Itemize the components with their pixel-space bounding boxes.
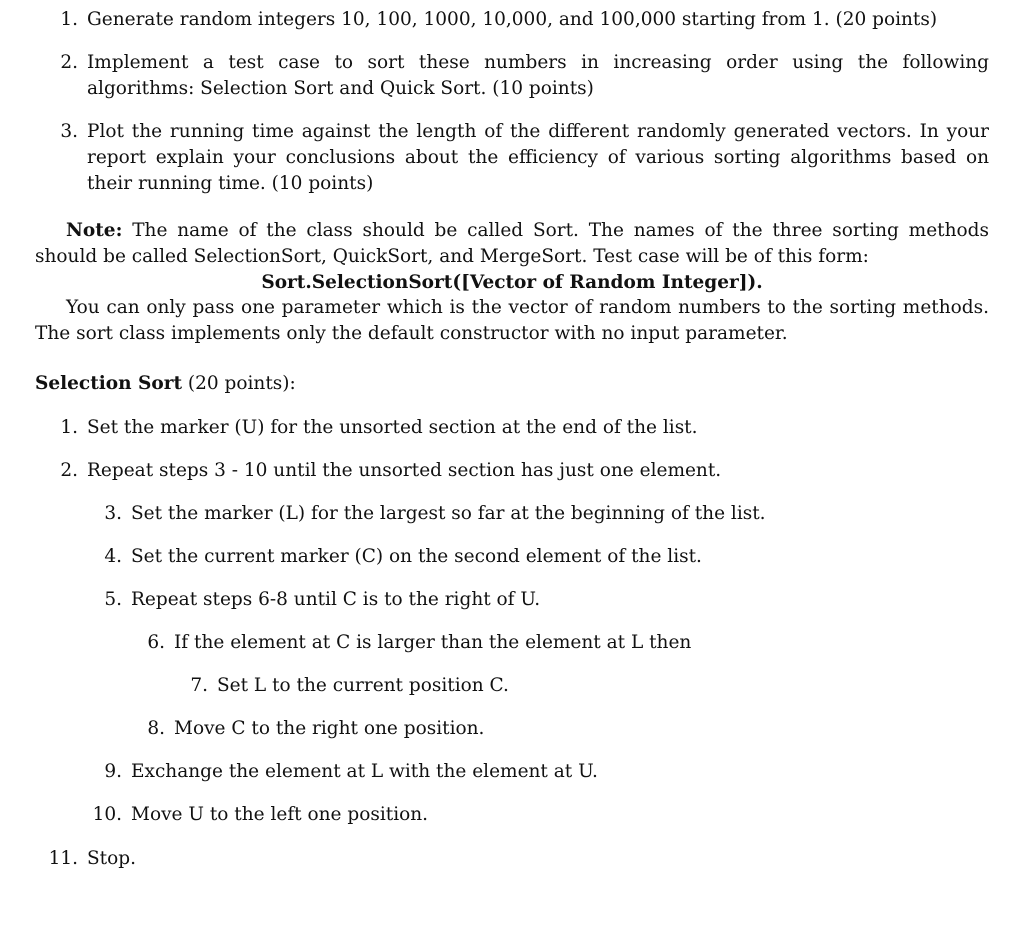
test-case-args: ([Vector of Random Integer]). xyxy=(452,272,763,293)
selection-sort-title: Selection Sort xyxy=(35,373,182,394)
step-number: 2. xyxy=(60,460,78,481)
step-number: 9. xyxy=(104,761,122,782)
step-text: Repeat steps 6-8 until C is to the right of U. xyxy=(131,589,541,610)
selection-sort-points: (20 points): xyxy=(187,373,296,394)
task-item-text: Implement a test case to sort these numbers in increasing order using the following algorithms: Selection Sort and Quick Sort. (10 points) xyxy=(87,52,989,99)
step-number: 11. xyxy=(48,848,78,869)
note-paragraph xyxy=(35,218,989,270)
test-case-form xyxy=(35,270,989,296)
step-text: Stop. xyxy=(87,848,136,869)
step-text: Set the current marker (C) on the second element of the list. xyxy=(131,546,702,567)
step-number: 5. xyxy=(104,589,122,610)
task-item-number: 1. xyxy=(60,9,78,30)
step-text: Set L to the current position C. xyxy=(217,675,509,696)
step-text: Exchange the element at L with the element at U. xyxy=(131,761,598,782)
task-item-number: 2. xyxy=(60,52,78,73)
test-case-method: Sort.SelectionSort xyxy=(261,272,453,293)
step-text: Repeat steps 3 - 10 until the unsorted section has just one element. xyxy=(87,460,722,481)
step-number: 7. xyxy=(190,675,208,696)
note-paragraph-2: You can only pass one parameter which is the vector of random numbers to the sorting methods. The sort class implements only the default constructor with no input parameter. xyxy=(35,297,989,344)
step-text: Move U to the left one position. xyxy=(131,804,429,825)
step-number: 8. xyxy=(147,718,165,739)
step-text: Move C to the right one position. xyxy=(174,718,485,739)
step-number: 3. xyxy=(104,503,122,524)
step-number: 10. xyxy=(92,804,122,825)
task-item-text: Plot the running time against the length of the different randomly generated vectors. In your report explain your conclusions about the efficiency of various sorting algorithms based on their running time. (10 points) xyxy=(87,121,989,194)
step-text: Set the marker (U) for the unsorted section at the end of the list. xyxy=(87,417,698,438)
step-number: 1. xyxy=(60,417,78,438)
task-item-text: Generate random integers 10, 100, 1000, 10,000, and 100,000 starting from 1. (20 points) xyxy=(87,9,938,30)
step-number: 6. xyxy=(147,632,165,653)
step-number: 4. xyxy=(104,546,122,567)
step-text: If the element at C is larger than the element at L then xyxy=(174,632,692,653)
note-text: The name of the class should be called Sort. The names of the three sorting methods should be called SelectionSort, QuickSort, and MergeSort. Test case will be of this form: xyxy=(35,220,989,267)
note-label: Note: xyxy=(66,220,123,241)
task-item-number: 3. xyxy=(60,121,78,142)
selection-sort-heading xyxy=(35,371,989,397)
step-text: Set the marker (L) for the largest so far at the beginning of the list. xyxy=(131,503,766,524)
